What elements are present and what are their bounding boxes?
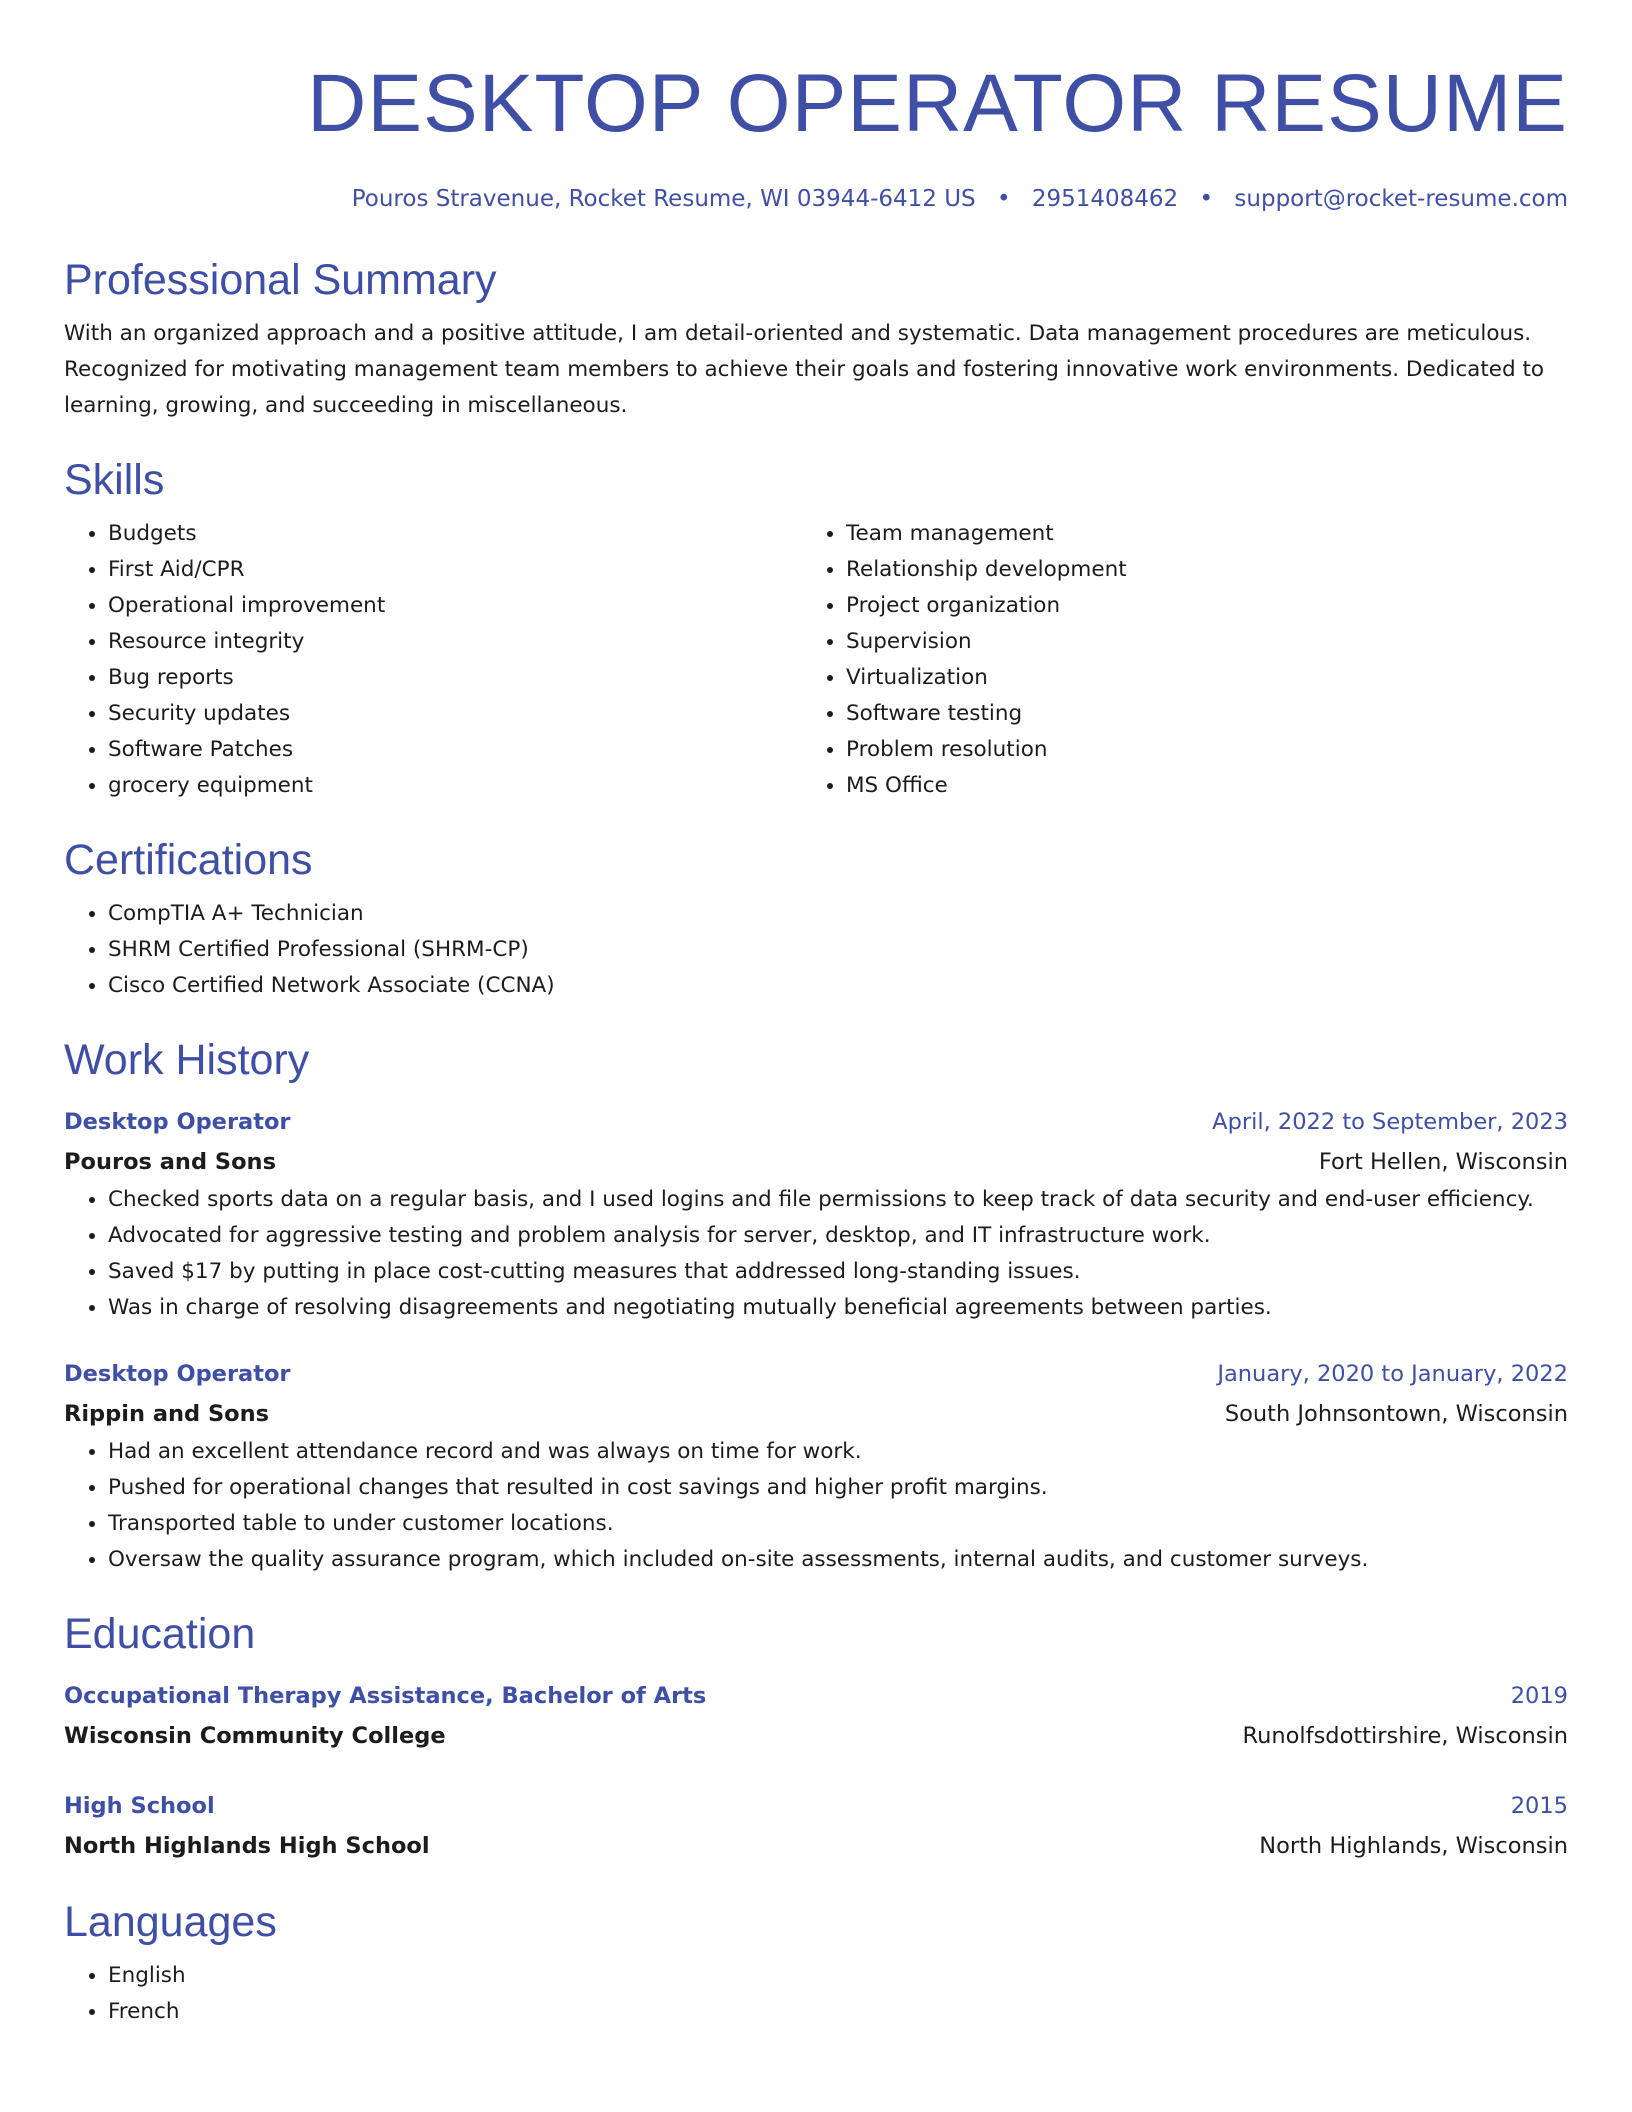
job-company: Rippin and Sons xyxy=(64,1401,270,1427)
summary-text: With an organized approach and a positive attitude, I am detail-oriented and systematic. Data management procedures are meticulous. Recognized for motivating management team members to achieve their goals and fostering innovative work environments. Dedicated to learning, growing, and succeeding in miscellaneous. xyxy=(64,321,1545,418)
contact-line xyxy=(64,184,1568,214)
section-title-languages: Languages xyxy=(64,1898,277,1946)
skill-item: • Software testing xyxy=(846,696,1540,732)
certifications-section xyxy=(64,834,1568,1004)
resume-header xyxy=(64,0,1568,214)
contact-separator: • xyxy=(1199,186,1214,212)
job-duty-item: • Was in charge of resolving disagreements and negotiating mutually beneficial agreements between parties. xyxy=(108,1290,1568,1326)
education-year: 2015 xyxy=(1510,1793,1568,1819)
job-location: Fort Hellen, Wisconsin xyxy=(1318,1149,1568,1175)
education-school-row xyxy=(64,1826,1568,1866)
certification-item: • SHRM Certified Professional (SHRM-CP) xyxy=(108,932,1568,968)
education-school: Wisconsin Community College xyxy=(64,1723,446,1749)
skill-item: • Operational improvement xyxy=(108,588,802,624)
job-location: South Johnsontown, Wisconsin xyxy=(1224,1401,1568,1427)
work-history-section xyxy=(64,1034,1568,1578)
job-duty-item: • Had an excellent attendance record and was always on time for work. xyxy=(108,1434,1568,1470)
job-duty-item: • Advocated for aggressive testing and problem analysis for server, desktop, and IT infrastructure work. xyxy=(108,1218,1568,1254)
contact-separator: • xyxy=(996,186,1011,212)
summary-section xyxy=(64,254,1568,424)
job-duty-item: • Pushed for operational changes that resulted in cost savings and higher profit margins. xyxy=(108,1470,1568,1506)
skills-column-left xyxy=(64,516,802,804)
contact-address: Pouros Stravenue, Rocket Resume, WI 03944-6412 US xyxy=(351,186,976,212)
skill-item: • Team management xyxy=(846,516,1540,552)
job-company: Pouros and Sons xyxy=(64,1149,276,1175)
skill-item: • MS Office xyxy=(846,768,1540,804)
skill-item: • Budgets xyxy=(108,516,802,552)
skills-list-right xyxy=(802,516,1540,804)
skill-item: • Security updates xyxy=(108,696,802,732)
education-location: North Highlands, Wisconsin xyxy=(1259,1833,1568,1859)
skill-item: • grocery equipment xyxy=(108,768,802,804)
job-dates: April, 2022 to September, 2023 xyxy=(1212,1109,1568,1135)
education-degree-row xyxy=(64,1676,1568,1716)
education-year: 2019 xyxy=(1510,1683,1568,1709)
certification-item: • CompTIA A+ Technician xyxy=(108,896,1568,932)
job-company-row xyxy=(64,1394,1568,1434)
languages-list xyxy=(64,1958,1568,2030)
skill-item: • Software Patches xyxy=(108,732,802,768)
language-item: • French xyxy=(108,1994,1568,2030)
skill-item: • Virtualization xyxy=(846,660,1540,696)
languages-section xyxy=(64,1896,1568,2030)
job-duty-item: • Transported table to under customer locations. xyxy=(108,1506,1568,1542)
resume-title: DESKTOP OPERATOR RESUME xyxy=(307,58,1568,149)
section-title-summary: Professional Summary xyxy=(64,256,497,304)
contact-email: support@rocket-resume.com xyxy=(1234,186,1568,212)
certification-item: • Cisco Certified Network Associate (CCNA) xyxy=(108,968,1568,1004)
education-school: North Highlands High School xyxy=(64,1833,430,1859)
job-title-row xyxy=(64,1102,1568,1142)
education-degree-row xyxy=(64,1786,1568,1826)
education-location: Runolfsdottirshire, Wisconsin xyxy=(1242,1723,1568,1749)
job-duty-item: • Checked sports data on a regular basis, and I used logins and file permissions to keep track of data security and end-user efficiency. xyxy=(108,1182,1568,1218)
job-entry xyxy=(64,1102,1568,1326)
certifications-list xyxy=(64,896,1568,1004)
job-duties-list xyxy=(64,1182,1568,1326)
skill-item: • Project organization xyxy=(846,588,1540,624)
section-title-skills: Skills xyxy=(64,456,165,504)
education-entry xyxy=(64,1786,1568,1866)
job-title: Desktop Operator xyxy=(64,1109,291,1135)
skill-item: • Problem resolution xyxy=(846,732,1540,768)
education-entry xyxy=(64,1676,1568,1756)
education-degree: Occupational Therapy Assistance, Bachelor of Arts xyxy=(64,1683,707,1709)
skill-item: • Supervision xyxy=(846,624,1540,660)
skills-grid xyxy=(64,516,1568,804)
education-section xyxy=(64,1608,1568,1866)
job-duty-item: • Oversaw the quality assurance program, which included on-site assessments, internal audits, and customer surveys. xyxy=(108,1542,1568,1578)
contact-phone: 2951408462 xyxy=(1031,186,1179,212)
job-duty-item: • Saved $17 by putting in place cost-cutting measures that addressed long-standing issues. xyxy=(108,1254,1568,1290)
section-title-certifications: Certifications xyxy=(64,836,313,884)
education-degree: High School xyxy=(64,1793,215,1819)
section-title-work-history: Work History xyxy=(64,1036,310,1084)
section-title-education: Education xyxy=(64,1610,256,1658)
job-title: Desktop Operator xyxy=(64,1361,291,1387)
skill-item: • Resource integrity xyxy=(108,624,802,660)
job-company-row xyxy=(64,1142,1568,1182)
skills-column-right xyxy=(802,516,1540,804)
skill-item: • Bug reports xyxy=(108,660,802,696)
education-school-row xyxy=(64,1716,1568,1756)
job-duties-list xyxy=(64,1434,1568,1578)
job-entry xyxy=(64,1354,1568,1578)
skill-item: • First Aid/CPR xyxy=(108,552,802,588)
skill-item: • Relationship development xyxy=(846,552,1540,588)
language-item: • English xyxy=(108,1958,1568,1994)
skills-section xyxy=(64,454,1568,804)
job-title-row xyxy=(64,1354,1568,1394)
skills-list-left xyxy=(64,516,802,804)
job-dates: January, 2020 to January, 2022 xyxy=(1217,1361,1568,1387)
